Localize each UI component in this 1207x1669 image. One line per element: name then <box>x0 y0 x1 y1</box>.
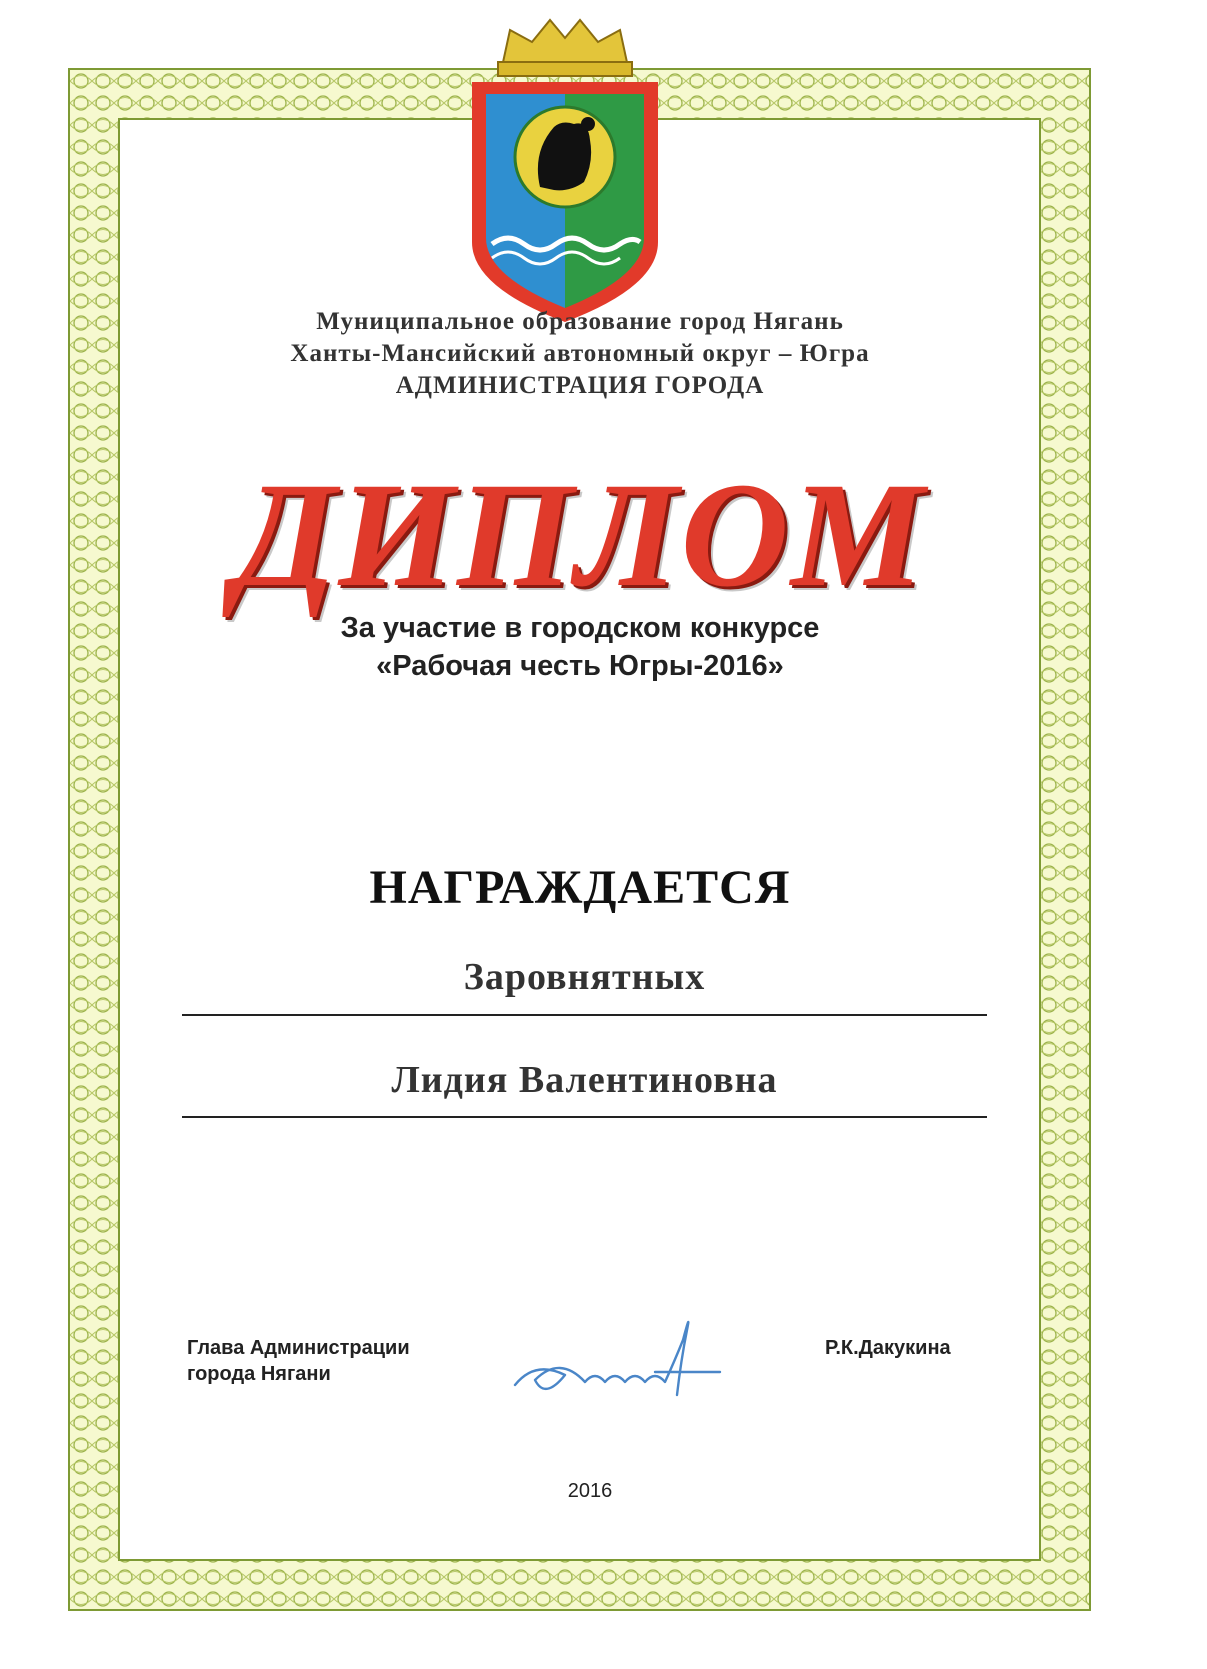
signature-icon <box>505 1300 735 1410</box>
signatory-position-line1: Глава Администрации <box>187 1337 410 1359</box>
signatory-name: Р.К.Дакукина <box>825 1337 951 1359</box>
diploma-year: 2016 <box>567 1480 613 1502</box>
header-region: Ханты-Мансийский автономный округ – Югра <box>290 340 870 367</box>
diploma-title: ДИПЛОМ <box>233 452 927 618</box>
surname-underline <box>182 1014 987 1016</box>
header-municipality: Муниципальное образование город Нягань <box>316 308 844 335</box>
coat-of-arms-icon <box>462 12 668 327</box>
recipient-given-names: Лидия Валентиновна <box>391 1059 778 1101</box>
awarded-heading: НАГРАЖДАЕТСЯ <box>369 861 791 914</box>
subtitle-line1: За участие в городском конкурсе <box>340 612 820 644</box>
header-administration: АДМИНИСТРАЦИЯ ГОРОДА <box>395 372 765 399</box>
subtitle-line2: «Рабочая честь Югры-2016» <box>376 650 784 682</box>
recipient-surname: Заровнятных <box>463 956 706 998</box>
signatory-position <box>187 1335 410 1387</box>
given-names-underline <box>182 1116 987 1118</box>
signatory-position-line2: города Нягани <box>187 1363 331 1385</box>
